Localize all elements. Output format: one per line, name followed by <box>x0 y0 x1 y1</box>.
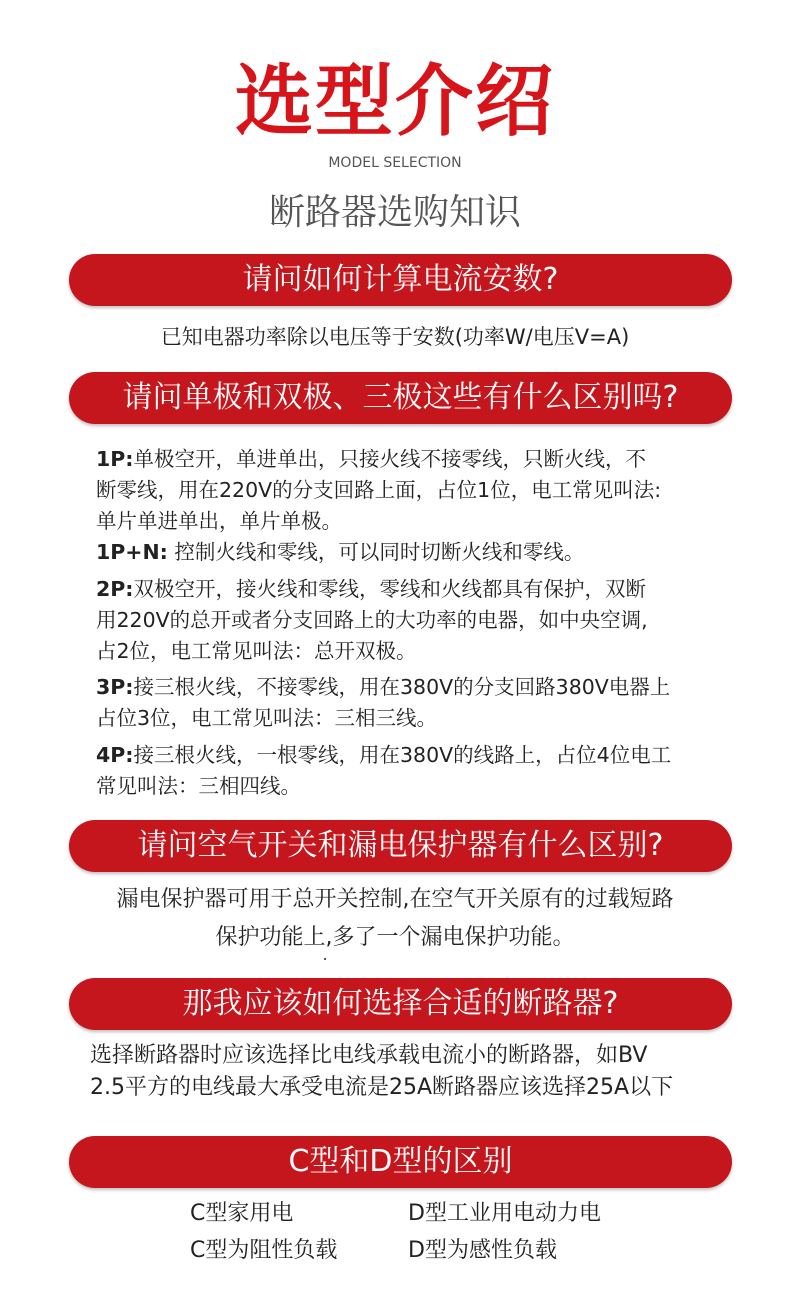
definition-1p-n: 1P+N: 控制火线和零线，可以同时切断火线和零线。 <box>96 540 585 564</box>
section-heading-current-calc: 请问如何计算电流安数? <box>69 254 732 306</box>
page-title: 选型介绍 <box>234 57 555 147</box>
d-type-load: D型为感性负载 <box>408 1238 557 1263</box>
stray-dot <box>324 958 326 960</box>
section-heading-rcd-vs-mcb: 请问空气开关和漏电保护器有什么区别? <box>69 820 732 872</box>
c-type-load: C型为阻性负载 <box>190 1238 338 1263</box>
subtitle-chinese: 断路器选购知识 <box>268 192 521 233</box>
definition-3p: 3P:接三根火线，不接零线，用在380V的分支回路380V电器上 占位3位，电工常见叫法：三相三线。 <box>96 675 671 730</box>
section-heading-c-vs-d: C型和D型的区别 <box>69 1136 732 1188</box>
d-type-usage: D型工业用电动力电 <box>408 1201 601 1226</box>
choose-body-line-2: 2.5平方的电线最大承受电流是25A断路器应该选择25A以下 <box>90 1075 674 1100</box>
choose-body-line-1: 选择断路器时应该选择比电线承载电流小的断路器，如BV <box>90 1043 648 1068</box>
rcd-body-line-1: 漏电保护器可用于总开关控制,在空气开关原有的过载短路 <box>116 887 674 912</box>
rcd-body-line-2: 保护功能上,多了一个漏电保护功能。 <box>215 925 575 950</box>
definition-4p: 4P:接三根火线，一根零线，用在380V的线路上，占位4位电工 常见叫法：三相四线。 <box>96 743 672 798</box>
subtitle-english: MODEL SELECTION <box>328 155 462 171</box>
definition-2p: 2P:双极空开，接火线和零线，零线和火线都具有保护，双断 用220V的总开或者分支回路上的大功率的电器，如中央空调, 占2位，电工常见叫法：总开双极。 <box>96 577 648 663</box>
section-heading-how-to-choose: 那我应该如何选择合适的断路器? <box>69 978 732 1030</box>
definition-1p: 1P:单极空开，单进单出，只接火线不接零线，只断火线，不 断零线，用在220V的分支回路上面，占位1位，电工常见叫法: 单片单进单出，单片单极。 <box>96 447 662 533</box>
c-type-usage: C型家用电 <box>190 1201 294 1226</box>
section-body-current-calc: 已知电器功率除以电压等于安数(功率W/电压V=A) <box>160 325 630 349</box>
section-heading-poles: 请问单极和双极、三极这些有什么区别吗? <box>69 372 732 424</box>
